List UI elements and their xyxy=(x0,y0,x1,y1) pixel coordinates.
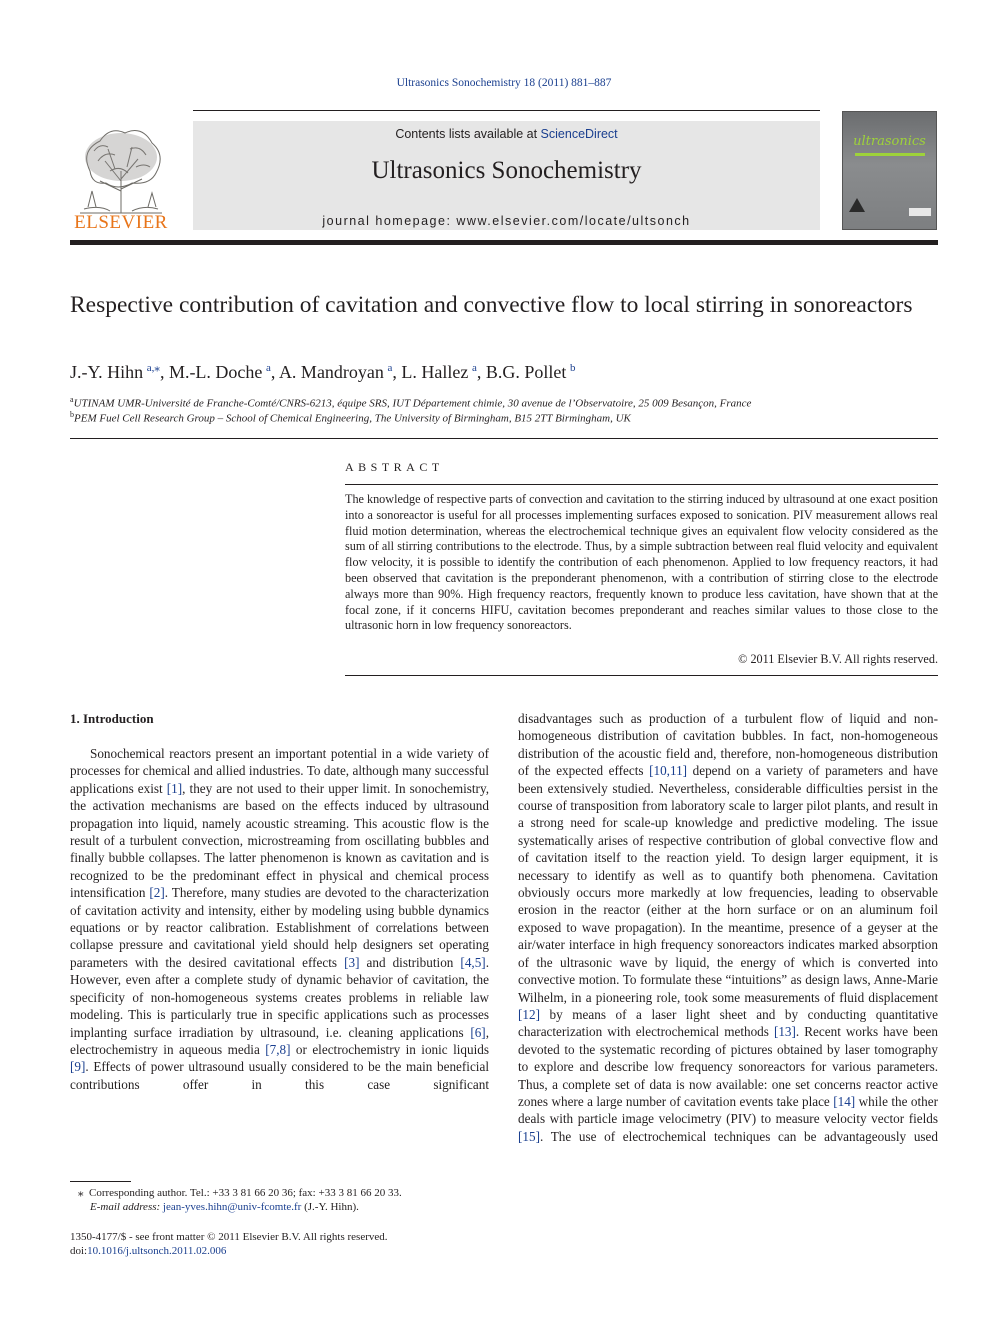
author-1[interactable]: J.-Y. Hihn $^{a,⁎}$, xyxy=(70,362,169,382)
header-top-rule xyxy=(193,110,820,111)
journal-cover-image xyxy=(842,111,937,230)
doi-line: doi:10.1016/j.ultsonch.2011.02.006 xyxy=(70,1245,227,1257)
cover-publisher-mark xyxy=(909,208,931,216)
contents-available-line xyxy=(193,127,820,141)
ref-link[interactable]: [4,5] xyxy=(460,954,486,970)
abstract-heading: ABSTRACT xyxy=(345,460,444,474)
affiliation-a: $^a$UTINAM UMR-Université de Franche-Comté/CNRS-6213, équipe SRS, IUT Département chimie, 30 avenue de l’Observatoire, 25 009 Besançon, France xyxy=(70,395,752,410)
cover-title: ultrasonics xyxy=(853,134,926,149)
author-3[interactable]: A. Mandroyan $^a$, xyxy=(278,362,402,382)
journal-homepage[interactable]: journal homepage: www.elsevier.com/locate/ultsonch xyxy=(322,214,691,228)
ref-link[interactable]: [14] xyxy=(833,1093,856,1109)
footnote-email: E-mail address: jean-yves.hihn@univ-fcomte.fr (J.-Y. Hihn). xyxy=(90,1201,359,1213)
intro-left-column: Sonochemical reactors present an important potential in a wide variety of processes for chemical and allied industries. To date, although many successful applications exist [1], they are not used to their upper limit. In sonochemistry, the activation mechanisms are based on the effects induced by ultrasound propagation into liquid, namely acoustic streaming. This acoustic flow is the result of a turbulent convection, microstreaming from oscillating bubbles and finally bubble collapses. The latter phenomenon is known as cavitation and is recognized to be the predominant effect in physical and chemical process intensification [2]. Therefore, many studies are devoted to the characterization of cavitation activity and intensity, either by modeling using bubble dynamics equations or by reactor calibration. Establishment of correlations between collapse pressure and cavitational yield should help designers set operating parameters with the desired cavitational effects [3] and distribution [4,5]. However, even after a complete study of dynamic behavior of cavitation, the specificity of non-homogeneous systems creates problems in reliable law modeling. This is particularly true in specific applications such as processes implanting surface irradiation by ultrasound, i.e. cleaning applications [6], electrochemistry in aqueous media [7,8] or electrochemistry in ionic liquids [9]. Effects of power ultrasound usually considered to be the main beneficial contributions offer in this case significant xyxy=(70,746,489,1092)
email-link[interactable]: jean-yves.hihn@univ-fcomte.fr xyxy=(162,1201,302,1213)
abstract-copyright: © 2011 Elsevier B.V. All rights reserved. xyxy=(738,652,938,666)
footnote-rule xyxy=(70,1181,131,1182)
ref-link[interactable]: [13] xyxy=(773,1024,796,1040)
publisher-wordmark: ELSEVIER xyxy=(74,212,168,233)
ref-link[interactable]: [3] xyxy=(344,954,360,970)
journal-citation[interactable]: Ultrasonics Sonochemistry 18 (2011) 881–887 xyxy=(396,77,612,89)
ref-link[interactable]: [2] xyxy=(149,885,165,901)
ref-link[interactable]: [7,8] xyxy=(265,1041,291,1057)
ref-link[interactable]: [15] xyxy=(518,1128,540,1144)
footnote-corresponding-author: ⁎ Corresponding author. Tel.: +33 3 81 66 20 36; fax: +33 3 81 66 20 33. xyxy=(78,1187,402,1199)
ref-link[interactable]: [12] xyxy=(518,1006,540,1022)
abstract-top-rule xyxy=(345,484,938,485)
author-list xyxy=(70,361,938,383)
abstract-body: The knowledge of respective parts of convection and cavitation to the stirring induced by ultrasound at one exact position into a sonoreactor is useful for all processes implementing surfaces exposed to sonication. PIV measurement allows real fluid motion determination, whereas the electrochemical technique gives an equivalent flow velocity considered as the sum of all stirring contributions to the electrode. Thus, by a simple subtraction between real fluid velocity and equivalent flow velocity, it is possible to identify the contribution of each phenomenon. Applied to low frequency reactors, it had been observed that cavitation is the preponderant phenomenon, with a contribution of stirring close to the electrode always more than 90%. High frequency reactors, frequently known to produce less cavitation, have shown that at the focal zone, if it concerns HIFU, cavitation becomes preponderant and reaches similar values to those close to the ultrasonic horn in low frequency sonoreactors. xyxy=(345,492,938,633)
doi-link[interactable]: 10.1016/j.ultsonch.2011.02.006 xyxy=(87,1245,227,1257)
header-bottom-rule xyxy=(70,240,938,245)
issn-line: 1350-4177/$ - see front matter © 2011 Elsevier B.V. All rights reserved. xyxy=(70,1231,388,1243)
abstract-bottom-rule xyxy=(345,675,938,676)
journal-header-box xyxy=(193,121,820,230)
ref-link[interactable]: [6] xyxy=(470,1024,486,1040)
article-title: Respective contribution of cavitation and convective flow to local stirring in sonoreactors xyxy=(70,292,913,318)
author-5[interactable]: B.G. Pollet $^b$ xyxy=(485,362,576,382)
affiliation-b: $^b$PEM Fuel Cell Research Group – School of Chemical Engineering, The University of Birmingham, B15 2TT Birmingham, UK xyxy=(70,410,631,425)
ref-link[interactable]: [10,11] xyxy=(649,763,688,779)
intro-right-column: disadvantages such as production of a turbulent flow of liquid and non-homogeneous distribution of cavitation bubbles. In fact, non-homogeneous distribution of the acoustic field and, therefore, non-homogeneous distribution of the expected effects [10,11] depend on a variety of parameters and have been extensively studied. Nevertheless, considerable difficulties persist in the course of transposition from laboratory scale to larger pilot plants, and result in a strong need for scale-up knowledge and predictive modeling. The issue systematically arises of respective contribution of global convective flow and of cavitation itself to the reaction yield. To design larger equipment, it is necessary to identify as well as to quantify both phenomena. Cavitation obviously occurs more markedly at low frequencies, leading to observable erosion in the reactor (either at the horn surface or on an aluminum foil exposed to wave propagation). In the meantime, presence of a geyser at the air/water interface in high frequency sonoreactors indicates marked absorption of the ultrasonic wave by liquid, the energy of which is converted into convective motion. To formulate these “intuitions” as design laws, Anne-Marie Wilhelm, in a pioneering role, took some measurements of fluid displacement [12] by means of a laser light sheet and by conducting quantitative characterization with electrochemical methods [13]. Recent works have been devoted to the systematic recording of pictures obtained by laser tomography to explore and describe low frequency sonoreactors for various parameters. Thus, a complete set of data is now available: one set concerns reactor active zones where a large number of cavitation events take place [14] while the other deals with particle image velocimetry (PIV) to measure velocity vector fields [15]. The use of electrochemical techniques can be advantageously used xyxy=(518,711,939,1144)
author-2[interactable]: M.-L. Doche $^a$, xyxy=(168,362,279,382)
ref-link[interactable]: [9] xyxy=(70,1059,86,1075)
author-4[interactable]: L. Hallez $^a$, xyxy=(401,362,486,382)
section-heading-introduction: 1. Introduction xyxy=(70,711,154,726)
cover-band xyxy=(855,153,925,156)
contents-prefix: Contents lists available at xyxy=(395,127,541,141)
journal-title: Ultrasonics Sonochemistry xyxy=(371,157,642,184)
sciencedirect-link[interactable]: ScienceDirect xyxy=(540,127,618,141)
affiliation-divider xyxy=(70,438,938,439)
ref-link[interactable]: [1] xyxy=(166,780,183,796)
cover-triangle-icon xyxy=(849,198,865,212)
